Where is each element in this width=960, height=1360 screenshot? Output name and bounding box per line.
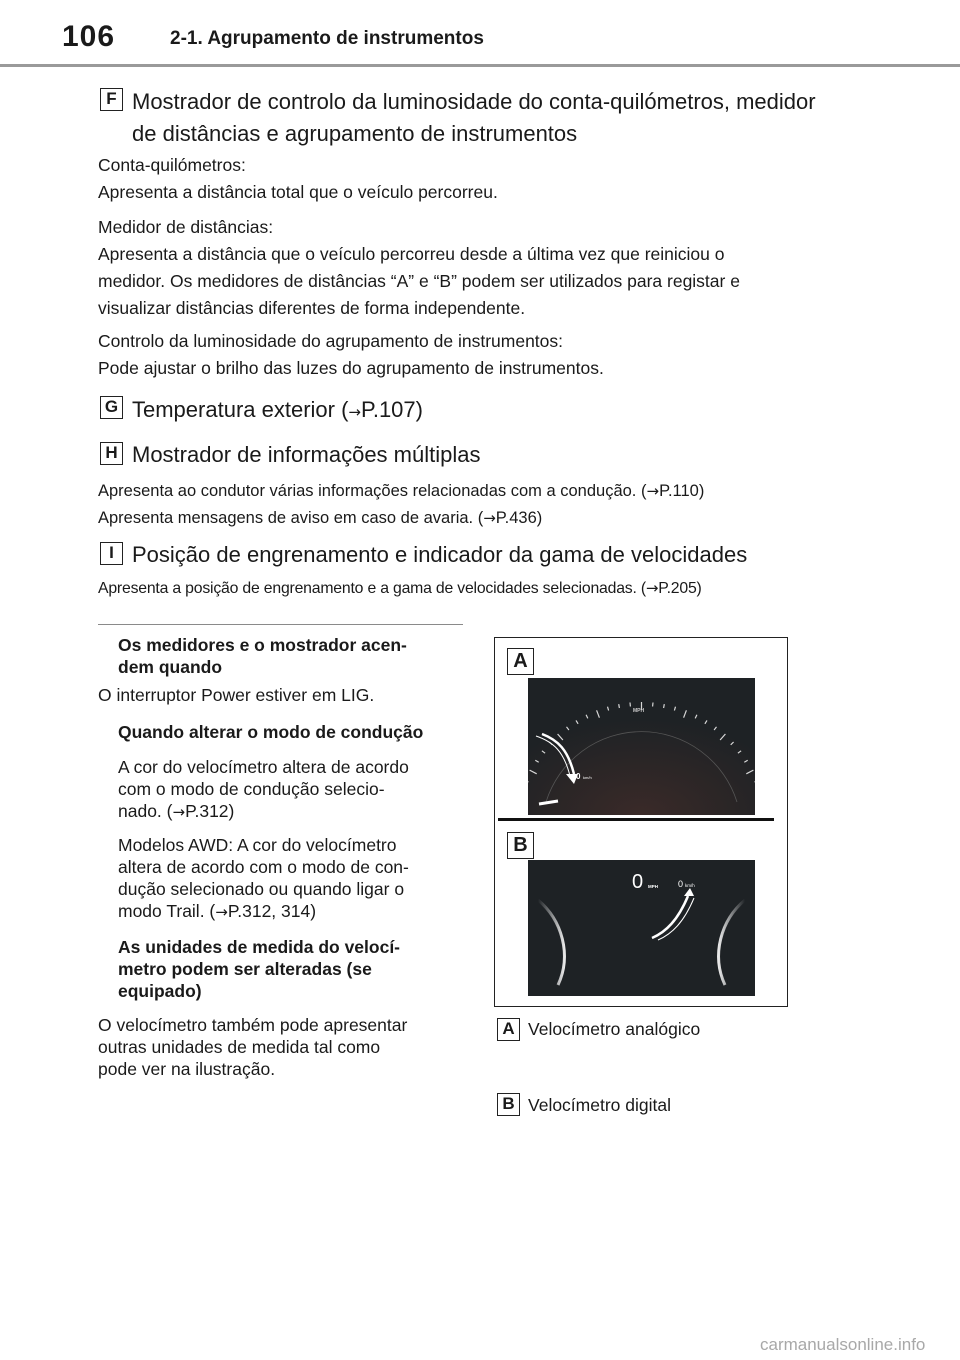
note-2-paragraph-2 bbox=[118, 834, 409, 923]
note-3-body bbox=[98, 1014, 407, 1080]
section-label-h: H bbox=[100, 442, 123, 465]
analog-speedometer-graphic bbox=[528, 678, 755, 815]
note-1-title-line2: dem quando bbox=[118, 657, 223, 677]
note-2-p1-line3-text: nado. ( bbox=[118, 801, 173, 821]
section-label-g: G bbox=[100, 396, 123, 419]
digital-speed-value: 0 bbox=[632, 871, 644, 893]
note-2-p2-line1: Modelos AWD: A cor do velocímetro bbox=[118, 835, 397, 855]
section-h-line2-text: Apresenta mensagens de aviso em caso de avaria. ( bbox=[98, 509, 484, 527]
section-g-heading-text: Temperatura exterior ( bbox=[132, 397, 349, 422]
note-2-paragraph-1 bbox=[118, 756, 409, 823]
caption-label-b: B bbox=[497, 1093, 520, 1116]
section-label-f: F bbox=[100, 88, 123, 111]
analog-speed-value: 0 bbox=[576, 772, 581, 781]
note-3-body-line1: O velocímetro também pode apresentar bbox=[98, 1015, 408, 1035]
section-i-heading: Posição de engrenamento e indicador da gama de velocidades bbox=[132, 542, 748, 567]
caption-label-a: A bbox=[497, 1018, 520, 1041]
odometer-description: Apresenta a distância total que o veículo percorreu. bbox=[98, 182, 498, 202]
section-h-line2 bbox=[98, 505, 878, 532]
note-3-title-line1: As unidades de medida do velocí- bbox=[118, 937, 401, 957]
figure-separator bbox=[498, 818, 774, 821]
reference-arrow-icon: → bbox=[215, 903, 228, 921]
note-2-page-ref-2[interactable]: P.312, 314) bbox=[227, 901, 317, 921]
note-1-title-line1: Os medidores e o mostrador acen- bbox=[118, 635, 407, 655]
note-2-p2-line4 bbox=[118, 900, 409, 923]
digital-speed-small-value: 0 bbox=[678, 879, 684, 889]
trip-meter-description-2: medidor. Os medidores de distâncias “A” e “B” podem ser utilizados para registar e bbox=[98, 271, 740, 291]
note-3-title bbox=[118, 936, 400, 1002]
analog-scale-tick bbox=[619, 704, 620, 708]
analog-speedometer-screen bbox=[528, 678, 755, 815]
section-i-paragraph bbox=[98, 575, 878, 602]
section-g-page-ref[interactable]: P.107) bbox=[361, 397, 423, 422]
digital-speedometer-graphic bbox=[528, 860, 755, 996]
section-f-heading-line2: de distâncias e agrupamento de instrumentos bbox=[132, 121, 578, 146]
digital-speed-mph: MPH bbox=[648, 884, 658, 889]
section-f-heading-line1: Mostrador de controlo da luminosidade do conta-quilómetros, medidor bbox=[132, 89, 816, 114]
section-i-page-ref[interactable]: P.205) bbox=[658, 580, 702, 597]
note-2-page-ref-1[interactable]: P.312) bbox=[185, 801, 235, 821]
section-title: 2-1. Agrupamento de instrumentos bbox=[170, 28, 484, 49]
note-3-title-line3: equipado) bbox=[118, 981, 202, 1001]
footer-watermark: carmanualsonline.info bbox=[760, 1335, 926, 1354]
trip-meter-description-1: Apresenta a distância que o veículo percorreu desde a última vez que reiniciou o bbox=[98, 244, 725, 264]
analog-speed-unit: km/h bbox=[583, 775, 592, 780]
section-i-line1-text: Apresenta a posição de engrenamento e a gama de velocidades selecionadas. ( bbox=[98, 580, 646, 597]
section-f-paragraph-trip bbox=[98, 214, 878, 322]
note-3-title-line2: metro podem ser alteradas (se bbox=[118, 959, 372, 979]
reference-arrow-icon: → bbox=[172, 803, 186, 821]
section-h-page-ref-2[interactable]: P.436) bbox=[495, 509, 543, 527]
section-f-paragraph-odometer bbox=[98, 152, 878, 206]
caption-analog-speedometer: Velocímetro analógico bbox=[528, 1019, 701, 1039]
note-2-p1-line2: com o modo de condução selecio- bbox=[118, 779, 385, 799]
note-1-body: O interruptor Power estiver em LIG. bbox=[98, 685, 375, 705]
note-3-body-line3: pode ver na ilustração. bbox=[98, 1059, 276, 1079]
reference-arrow-icon: → bbox=[646, 482, 660, 500]
reference-arrow-icon: → bbox=[483, 509, 496, 527]
trip-meter-description-3: visualizar distâncias diferentes de forma independente. bbox=[98, 298, 526, 318]
digital-speedometer-screen bbox=[528, 860, 755, 996]
note-2-p1-line1: A cor do velocímetro altera de acordo bbox=[118, 757, 409, 777]
header-divider bbox=[0, 64, 960, 67]
section-g-heading bbox=[132, 394, 892, 428]
section-f-paragraph-brightness bbox=[98, 328, 878, 382]
note-3-body-line2: outras unidades de medida tal como bbox=[98, 1037, 381, 1057]
trip-meter-label: Medidor de distâncias: bbox=[98, 217, 274, 237]
notes-divider bbox=[98, 624, 463, 625]
analog-unit-top: MPH bbox=[633, 708, 645, 714]
section-h-page-ref-1[interactable]: P.110) bbox=[659, 482, 705, 500]
section-h-heading: Mostrador de informações múltiplas bbox=[132, 442, 481, 467]
page-number: 106 bbox=[62, 20, 116, 53]
section-label-i: I bbox=[100, 542, 123, 565]
caption-digital-speedometer: Velocímetro digital bbox=[528, 1095, 671, 1115]
digital-speed-kmh: km/h bbox=[685, 883, 695, 888]
brightness-description: Pode ajustar o brilho das luzes do agrupamento de instrumentos. bbox=[98, 358, 604, 378]
analog-scale-tick bbox=[664, 704, 665, 708]
reference-arrow-icon: → bbox=[348, 403, 361, 421]
note-2-p1-line3 bbox=[118, 800, 409, 823]
note-2-p2-line4-text: modo Trail. ( bbox=[118, 901, 216, 921]
odometer-label: Conta-quilómetros: bbox=[98, 155, 246, 175]
figure-label-a: A bbox=[507, 648, 534, 675]
note-2-p2-line3: dução selecionado ou quando ligar o bbox=[118, 879, 405, 899]
note-2-title: Quando alterar o modo de condução bbox=[118, 722, 424, 742]
note-1-title bbox=[118, 634, 407, 678]
section-h-paragraph bbox=[98, 478, 878, 532]
note-2-p2-line2: altera de acordo com o modo de con- bbox=[118, 857, 409, 877]
figure-label-b: B bbox=[507, 832, 534, 859]
reference-arrow-icon: → bbox=[645, 579, 659, 597]
section-h-line1-text: Apresenta ao condutor várias informações relacionadas com a condução. ( bbox=[98, 482, 647, 500]
section-f-heading bbox=[132, 86, 892, 150]
brightness-label: Controlo da luminosidade do agrupamento de instrumentos: bbox=[98, 331, 564, 351]
section-h-line1 bbox=[98, 478, 878, 505]
